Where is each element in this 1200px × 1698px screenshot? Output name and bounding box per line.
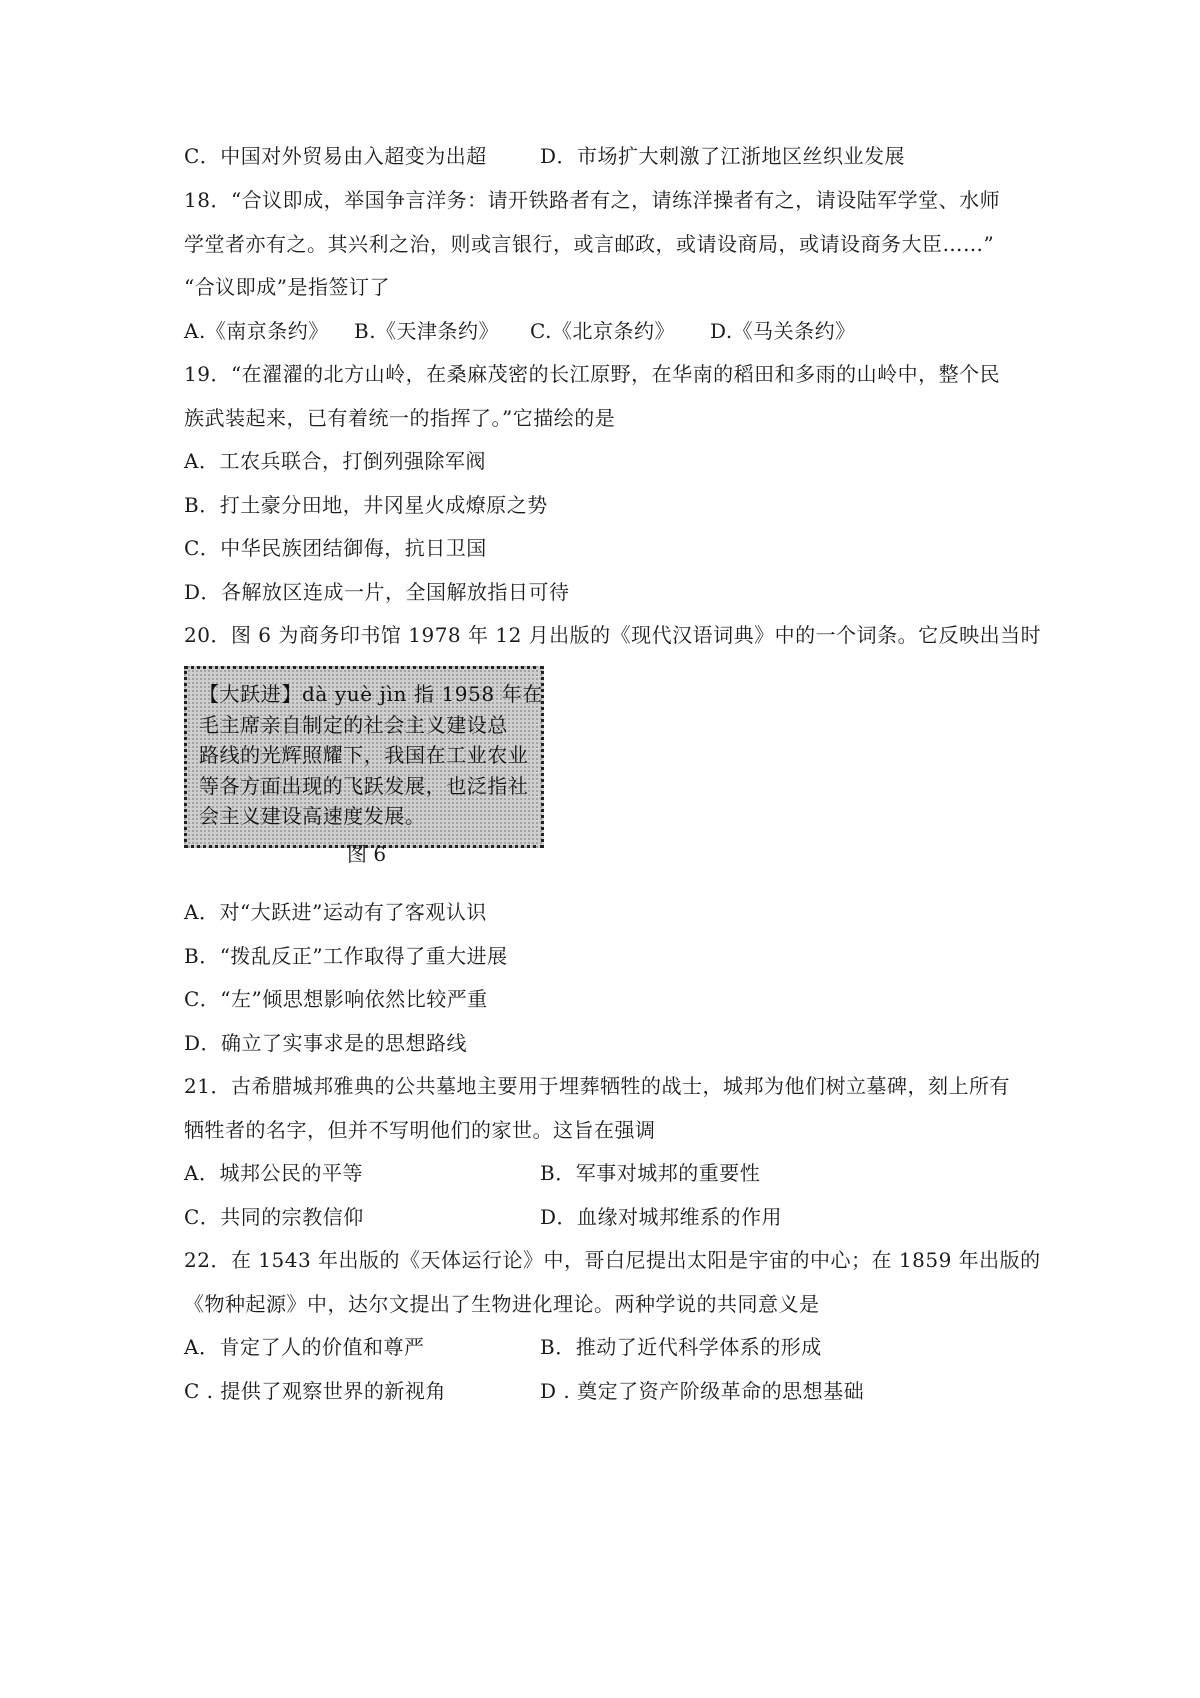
figure-line: 等各方面出现的飞跃发展，也泛指社 <box>199 773 529 798</box>
dictionary-entry-figure <box>184 666 544 848</box>
q22-options-row-2 <box>184 1379 1034 1403</box>
q19-option-b: B．打土豪分田地，井冈星火成燎原之势 <box>184 493 548 517</box>
q18-stem-line-2: 学堂者亦有之。其兴利之治，则或言银行，或言邮政，或请设商局，或请设商务大臣……” <box>184 232 995 256</box>
q21-options-row-1 <box>184 1161 1034 1185</box>
q19-option-c: C．中华民族团结御侮，抗日卫国 <box>184 536 487 560</box>
q18-option-b: B.《天津条约》 <box>354 319 500 343</box>
q17-option-c: C．中国对外贸易由入超变为出超 <box>184 144 487 168</box>
q22-option-d: D . 奠定了资产阶级革命的思想基础 <box>540 1379 865 1403</box>
q22-stem-line-2: 《物种起源》中，达尔文提出了生物进化理论。两种学说的共同意义是 <box>184 1292 820 1316</box>
q18-options <box>184 319 1034 343</box>
q18-option-a: A.《南京条约》 <box>184 319 329 343</box>
q20-option-a: A．对“大跃进”运动有了客观认识 <box>184 900 487 924</box>
q19-option-d: D．各解放区连成一片，全国解放指日可待 <box>184 580 570 604</box>
dictionary-entry-text <box>199 679 543 832</box>
q18-option-c: C.《北京条约》 <box>530 319 675 343</box>
figure-caption: 图 6 <box>347 842 387 866</box>
q19-stem-line-1: 19．“在濯濯的北方山岭，在桑麻茂密的长江原野，在华南的稻田和多雨的山岭中，整个民 <box>184 362 1001 386</box>
q21-options-row-2 <box>184 1205 1034 1229</box>
q21-option-d: D．血缘对城邦维系的作用 <box>540 1205 783 1229</box>
figure-line: 毛主席亲自制定的社会主义建设总 <box>199 712 508 737</box>
q21-stem-line-1: 21．古希腊城邦雅典的公共墓地主要用于埋葬牺牲的战士，城邦为他们树立墓碑，刻上所有 <box>184 1074 1010 1098</box>
q21-stem-line-2: 牺牲者的名字，但并不写明他们的家世。这旨在强调 <box>184 1118 656 1142</box>
q21-option-c: C．共同的宗教信仰 <box>184 1205 364 1229</box>
q22-option-b: B．推动了近代科学体系的形成 <box>540 1335 822 1359</box>
q20-stem-line-1: 20．图 6 为商务印书馆 1978 年 12 月出版的《现代汉语词典》中的一个词条。它反映出当时 <box>184 623 1042 647</box>
q20-option-b: B．“拨乱反正”工作取得了重大进展 <box>184 944 508 968</box>
q22-option-c: C . 提供了观察世界的新视角 <box>184 1379 446 1403</box>
q18-stem-line-3: “合议即成”是指签订了 <box>184 275 390 299</box>
q20-option-c: C．“左”倾思想影响依然比较严重 <box>184 987 488 1011</box>
q20-option-d: D．确立了实事求是的思想路线 <box>184 1031 468 1055</box>
q17-options <box>184 144 1034 168</box>
q18-option-d: D.《马关条约》 <box>710 319 856 343</box>
q17-option-d: D．市场扩大刺激了江浙地区丝织业发展 <box>540 144 906 168</box>
q22-option-a: A．肯定了人的价值和尊严 <box>184 1335 425 1359</box>
q21-option-b: B．军事对城邦的重要性 <box>540 1161 761 1185</box>
q18-stem-line-1: 18．“合议即成，举国争言洋务：请开铁路者有之，请练洋操者有之，请设陆军学堂、水师 <box>184 188 1001 212</box>
q19-stem-line-2: 族武装起来，已有着统一的指挥了。”它描绘的是 <box>184 406 616 430</box>
q22-options-row-1 <box>184 1335 1034 1359</box>
q21-option-a: A．城邦公民的平等 <box>184 1161 363 1185</box>
figure-line: 路线的光辉照耀下，我国在工业农业 <box>199 743 529 767</box>
q22-stem-line-1: 22．在 1543 年出版的《天体运行论》中，哥白尼提出太阳是宇宙的中心；在 1859 年出版的 <box>184 1248 1041 1272</box>
figure-line: 会主义建设高速度发展。 <box>199 804 426 828</box>
figure-line: 【大跃进】dà yuè jìn 指 1958 年在 <box>199 682 543 706</box>
q19-option-a: A．工农兵联合，打倒列强除军阀 <box>184 449 486 473</box>
